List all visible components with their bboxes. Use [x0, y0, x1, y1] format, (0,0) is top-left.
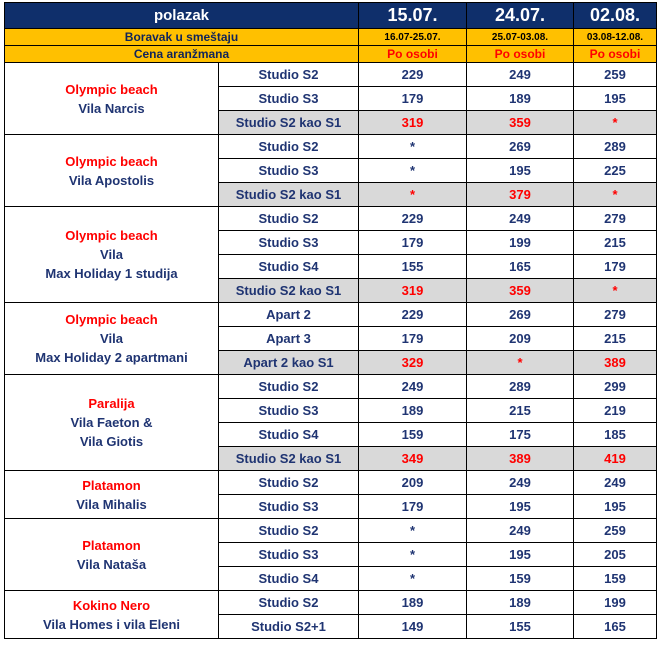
price-label: Cena aranžmana: [5, 46, 359, 63]
price-cell: 379: [467, 183, 574, 207]
price-cell: 179: [359, 87, 467, 111]
price-cell: 229: [359, 63, 467, 87]
price-row: [5, 375, 657, 399]
price-cell: *: [359, 567, 467, 591]
price-cell: 165: [574, 615, 657, 639]
room-type: Studio S2: [219, 471, 359, 495]
price-row: [5, 471, 657, 495]
accommodation-cell: [5, 135, 219, 207]
price-cell: 299: [574, 375, 657, 399]
price-cell: *: [467, 351, 574, 375]
villa-name: Max Holiday 2 apartmani: [35, 350, 188, 365]
price-cell: 319: [359, 111, 467, 135]
price-cell: *: [359, 159, 467, 183]
price-cell: *: [359, 519, 467, 543]
price-cell: 195: [467, 543, 574, 567]
room-type: Studio S3: [219, 87, 359, 111]
price-cell: 359: [467, 279, 574, 303]
per-person-label: Po osobi: [574, 46, 657, 63]
room-type: Studio S2 kao S1: [219, 279, 359, 303]
price-cell: 155: [359, 255, 467, 279]
price-cell: 179: [574, 255, 657, 279]
departure-date: 02.08.: [574, 3, 657, 29]
price-cell: 195: [574, 87, 657, 111]
room-type: Studio S4: [219, 423, 359, 447]
room-type: Apart 2 kao S1: [219, 351, 359, 375]
stay-label: Boravak u smeštaju: [5, 29, 359, 46]
accommodation-cell: [5, 63, 219, 135]
price-cell: 349: [359, 447, 467, 471]
villa-name: Vila Narcis: [78, 100, 145, 116]
price-table: [4, 2, 657, 639]
price-cell: 329: [359, 351, 467, 375]
price-cell: *: [574, 279, 657, 303]
price-row: [5, 591, 657, 615]
price-cell: 175: [467, 423, 574, 447]
villa-name: Vila Apostolis: [68, 172, 155, 188]
price-cell: 209: [467, 327, 574, 351]
price-cell: 179: [359, 231, 467, 255]
price-cell: 249: [359, 375, 467, 399]
room-type: Studio S2 kao S1: [219, 183, 359, 207]
price-cell: 199: [467, 231, 574, 255]
room-type: Studio S4: [219, 255, 359, 279]
location-name: Olympic beach: [65, 228, 158, 243]
price-cell: 249: [467, 471, 574, 495]
price-row: [5, 135, 657, 159]
price-cell: 389: [467, 447, 574, 471]
price-cell: 179: [359, 495, 467, 519]
room-type: Studio S2: [219, 207, 359, 231]
price-row: [5, 207, 657, 231]
price-cell: 195: [574, 495, 657, 519]
villa-name: Vila: [100, 247, 123, 262]
price-cell: 319: [359, 279, 467, 303]
price-cell: 195: [467, 159, 574, 183]
price-cell: 185: [574, 423, 657, 447]
room-type: Studio S2 kao S1: [219, 447, 359, 471]
location-name: Platamon: [82, 537, 141, 553]
price-cell: 189: [359, 399, 467, 423]
departure-date: 24.07.: [467, 3, 574, 29]
price-cell: 159: [359, 423, 467, 447]
price-cell: 279: [574, 303, 657, 327]
room-type: Studio S2: [219, 63, 359, 87]
stay-range: 25.07-03.08.: [467, 29, 574, 46]
price-cell: 215: [574, 327, 657, 351]
room-type: Studio S3: [219, 159, 359, 183]
price-cell: 359: [467, 111, 574, 135]
stay-header-row: [5, 29, 657, 46]
price-row: [5, 519, 657, 543]
price-cell: 289: [574, 135, 657, 159]
price-cell: 199: [574, 591, 657, 615]
price-cell: 269: [467, 135, 574, 159]
price-cell: 249: [467, 63, 574, 87]
price-cell: 159: [467, 567, 574, 591]
price-cell: 189: [467, 87, 574, 111]
departure-date: 15.07.: [359, 3, 467, 29]
price-cell: 195: [467, 495, 574, 519]
villa-name: Vila Mihalis: [76, 496, 147, 512]
price-cell: 215: [467, 399, 574, 423]
price-cell: 179: [359, 327, 467, 351]
villa-name: Max Holiday 1 studija: [45, 266, 178, 281]
location-name: Paralija: [88, 396, 135, 411]
room-type: Studio S2: [219, 519, 359, 543]
price-cell: 289: [467, 375, 574, 399]
price-cell: 155: [467, 615, 574, 639]
price-cell: 269: [467, 303, 574, 327]
room-type: Studio S3: [219, 399, 359, 423]
price-cell: 229: [359, 207, 467, 231]
price-cell: 259: [574, 519, 657, 543]
room-type: Studio S3: [219, 231, 359, 255]
location-name: Olympic beach: [65, 312, 158, 327]
price-cell: 219: [574, 399, 657, 423]
price-header-row: [5, 46, 657, 63]
price-cell: 389: [574, 351, 657, 375]
departure-label: polazak: [5, 3, 359, 29]
price-cell: *: [574, 183, 657, 207]
price-cell: 159: [574, 567, 657, 591]
villa-name: Vila Giotis: [79, 434, 144, 449]
room-type: Studio S2 kao S1: [219, 111, 359, 135]
price-cell: *: [359, 543, 467, 567]
price-cell: 419: [574, 447, 657, 471]
price-cell: *: [359, 183, 467, 207]
price-table-body: [5, 3, 657, 639]
price-cell: 249: [574, 471, 657, 495]
accommodation-cell: [5, 519, 219, 591]
price-cell: 165: [467, 255, 574, 279]
location-name: Olympic beach: [65, 81, 158, 97]
room-type: Studio S3: [219, 495, 359, 519]
room-type: Apart 2: [219, 303, 359, 327]
villa-name: Vila: [100, 331, 123, 346]
room-type: Studio S4: [219, 567, 359, 591]
room-type: Studio S2: [219, 375, 359, 399]
accommodation-cell: [5, 303, 219, 375]
accommodation-cell: [5, 207, 219, 303]
price-cell: 215: [574, 231, 657, 255]
accommodation-cell: [5, 471, 219, 519]
departure-header-row: [5, 3, 657, 29]
per-person-label: Po osobi: [467, 46, 574, 63]
room-type: Studio S2+1: [219, 615, 359, 639]
room-type: Studio S2: [219, 591, 359, 615]
price-cell: 189: [359, 591, 467, 615]
location-name: Kokino Nero: [72, 597, 151, 613]
stay-range: 16.07-25.07.: [359, 29, 467, 46]
price-cell: 225: [574, 159, 657, 183]
room-type: Studio S3: [219, 543, 359, 567]
villa-name: Vila Homes i vila Eleni: [42, 616, 181, 632]
price-cell: 249: [467, 519, 574, 543]
price-cell: 205: [574, 543, 657, 567]
per-person-label: Po osobi: [359, 46, 467, 63]
price-cell: 209: [359, 471, 467, 495]
location-name: Platamon: [82, 477, 141, 493]
price-row: [5, 303, 657, 327]
room-type: Studio S2: [219, 135, 359, 159]
villa-name: Vila Nataša: [76, 556, 147, 572]
room-type: Apart 3: [219, 327, 359, 351]
accommodation-cell: [5, 591, 219, 639]
price-cell: *: [359, 135, 467, 159]
price-cell: 259: [574, 63, 657, 87]
price-cell: *: [574, 111, 657, 135]
stay-range: 03.08-12.08.: [574, 29, 657, 46]
price-cell: 279: [574, 207, 657, 231]
villa-name: Vila Faeton &: [70, 415, 153, 430]
price-cell: 229: [359, 303, 467, 327]
price-cell: 149: [359, 615, 467, 639]
location-name: Olympic beach: [65, 153, 158, 169]
price-row: [5, 63, 657, 87]
accommodation-cell: [5, 375, 219, 471]
price-cell: 249: [467, 207, 574, 231]
price-cell: 189: [467, 591, 574, 615]
